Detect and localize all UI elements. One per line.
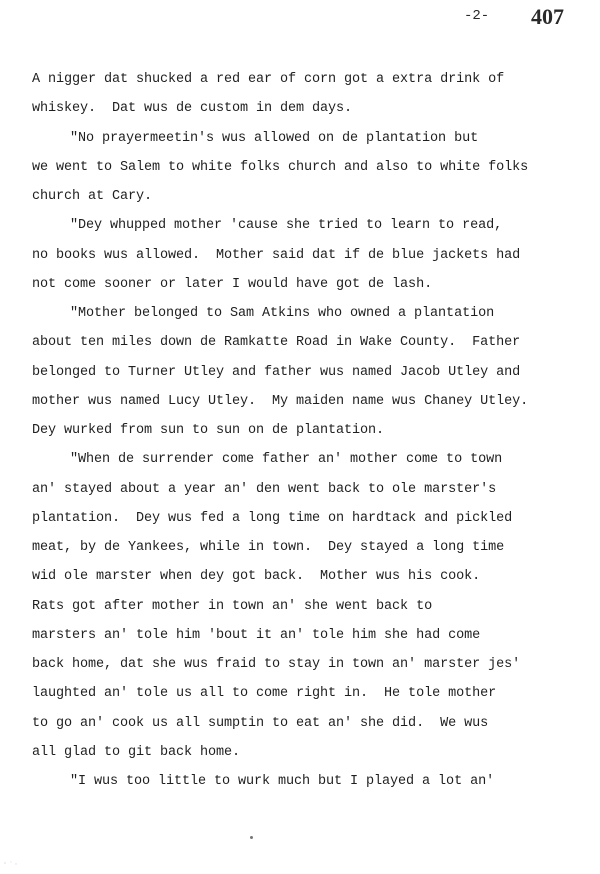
text-line: wid ole marster when dey got back. Mother wus his cook. xyxy=(32,569,481,585)
margin-speck-marks xyxy=(2,858,22,868)
text-line: laughted an' tole us all to come right in. He tole mother xyxy=(32,686,497,702)
text-line: belonged to Turner Utley and father wus named Jacob Utley and xyxy=(32,364,521,380)
text-line: "Dey whupped mother 'cause she tried to learn to read, xyxy=(70,218,503,234)
text-line: not come sooner or later I would have got de lash. xyxy=(32,276,433,292)
text-line: we went to Salem to white folks church and also to white folks xyxy=(32,159,529,175)
text-line: plantation. Dey wus fed a long time on hardtack and pickled xyxy=(32,510,513,526)
text-line: meat, by de Yankees, while in town. Dey stayed a long time xyxy=(32,540,505,555)
page-label: -2- xyxy=(464,8,490,24)
body-text xyxy=(32,65,592,796)
stray-mark xyxy=(250,836,253,839)
text-line: "No prayermeetin's wus allowed on de plantation but xyxy=(70,130,479,146)
text-line: all glad to git back home. xyxy=(32,744,241,760)
text-line: an' stayed about a year an' den went back to ole marster's xyxy=(32,481,497,497)
text-line: church at Cary. xyxy=(32,189,153,204)
page-number: 407 xyxy=(531,4,564,29)
text-line: "I wus too little to wurk much but I played a lot an' xyxy=(70,774,495,789)
text-line: marsters an' tole him 'bout it an' tole him she had come xyxy=(32,627,481,643)
text-line: whiskey. Dat wus de custom in dem days. xyxy=(32,101,353,117)
text-line: Dey wurked from sun to sun on de plantation. xyxy=(32,423,385,438)
text-line: about ten miles down de Ramkatte Road in Wake County. Father xyxy=(32,335,521,351)
text-line: mother wus named Lucy Utley. My maiden name wus Chaney Utley. xyxy=(32,393,529,409)
text-line: "When de surrender come father an' mother come to town xyxy=(70,452,503,468)
text-line: no books wus allowed. Mother said dat if de blue jackets had xyxy=(32,247,521,263)
text-line: back home, dat she wus fraid to stay in town an' marster jes' xyxy=(32,657,521,672)
text-line: A nigger dat shucked a red ear of corn got a extra drink of xyxy=(32,72,505,87)
text-line: "Mother belonged to Sam Atkins who owned a plantation xyxy=(70,306,495,321)
text-line: to go an' cook us all sumptin to eat an' she did. We wus xyxy=(32,715,489,731)
text-line: Rats got after mother in town an' she went back to xyxy=(32,598,433,614)
